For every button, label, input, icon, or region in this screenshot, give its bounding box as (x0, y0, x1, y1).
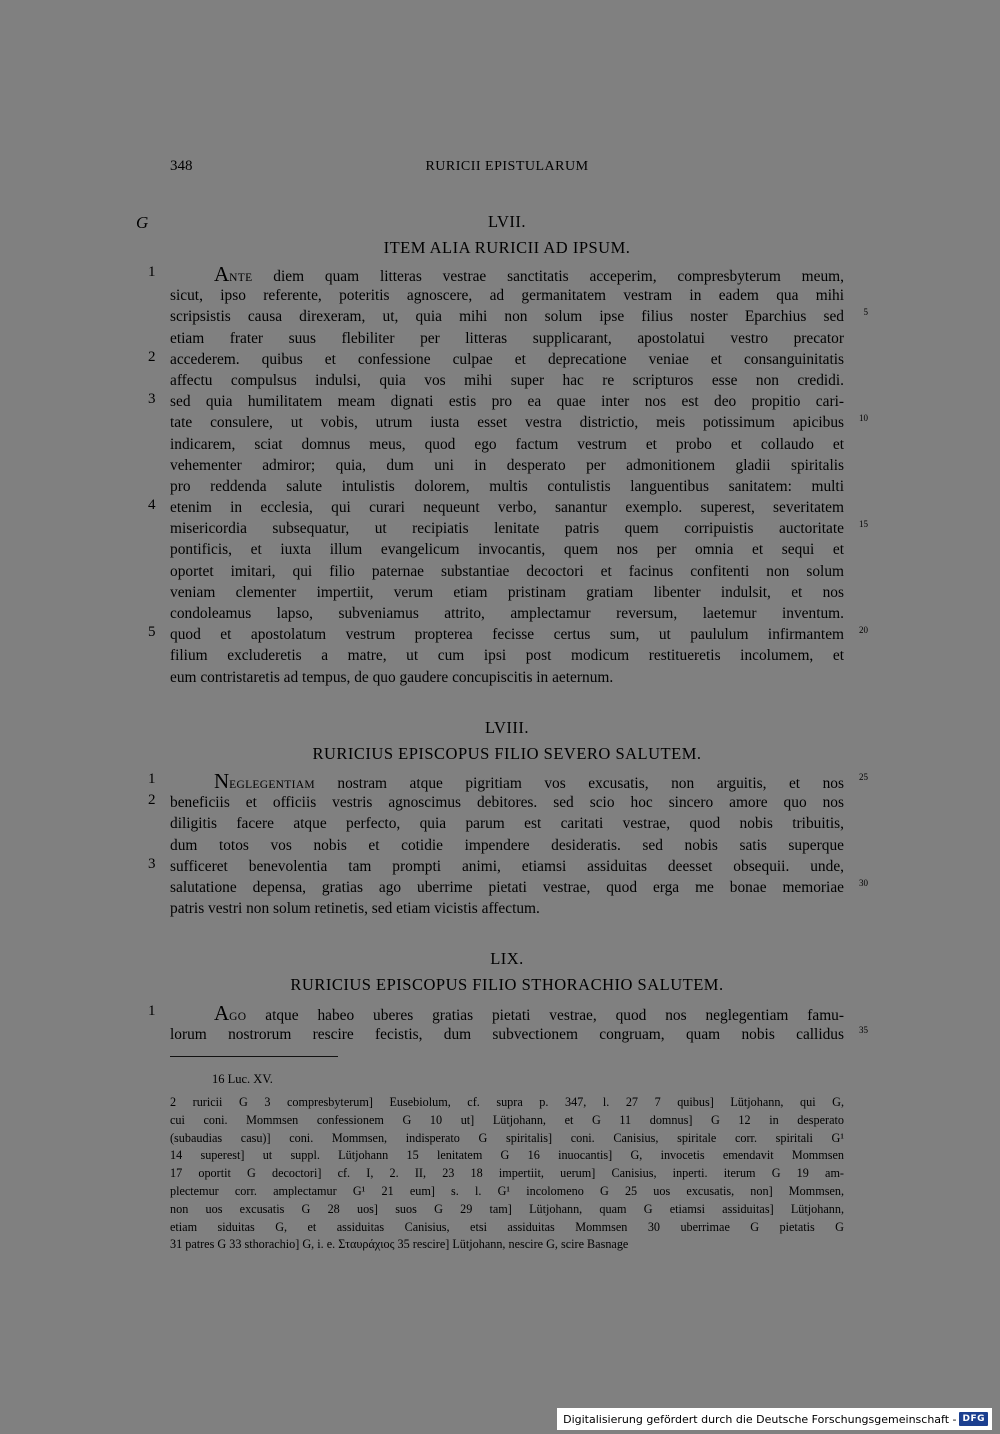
line-text: diligitis facere atque perfecto, quia parum est caritati vestrae, quod nobis tribuitis, (170, 815, 844, 833)
section-number: 5 (148, 624, 156, 641)
text-line (170, 561, 844, 582)
line-text: tate consulere, ut vobis, utrum iusta esset vestra districtio, meis potissimum apicibus (170, 414, 844, 432)
text-line (170, 455, 844, 476)
text-line (148, 262, 844, 286)
text-line (148, 497, 844, 518)
text-line (170, 603, 844, 624)
line-text: scripsistis causa direxeram, ut, quia mihi non solum ipse filius noster Eparchius sed (170, 308, 844, 326)
letter-title: ITEM ALIA RURICII AD IPSUM. (383, 238, 631, 257)
line-text: accederem. quibus et confessione culpae et deprecatione veniae et consanguinitatis (170, 350, 844, 368)
line-text: nostram atque pigritiam vos excusatis, non arguitis, et nos (314, 775, 844, 792)
text-line (148, 792, 844, 813)
footnote-rule (170, 1056, 338, 1057)
line-text: pro reddenda salute intulistis dolorem, multis contulistis languentibus sanitatem: multi (170, 477, 844, 495)
text-line (170, 898, 844, 919)
line-number: 5 (863, 307, 868, 318)
small-caps-word: EGLEGENTIAM (229, 779, 315, 791)
section-number: 4 (148, 497, 156, 514)
line-number: 30 (859, 877, 868, 888)
text-line (170, 306, 868, 327)
initial-capital: A (214, 1001, 230, 1025)
line-text: sed quia humilitatem meam dignati estis pro ea quae inter nos est deo propitio cari- (170, 393, 844, 411)
line-number: 20 (859, 625, 868, 636)
letter-title: RURICIUS EPISCOPUS FILIO STHORACHIO SALUTEM. (290, 975, 724, 994)
line-number: 15 (859, 519, 868, 530)
text-line (170, 370, 844, 391)
line-text: sicut, ipso referente, poteritis agnoscere, ad germanitatem vestram in eadem qua mihi (170, 287, 844, 305)
line-text: pontificis, et iuxta illum evangelicum invocantis, quem nos per omnia et sequi et (170, 541, 844, 559)
section-number: 3 (148, 391, 156, 408)
letter-title: RURICIUS EPISCOPUS FILIO SEVERO SALUTEM. (312, 744, 702, 763)
section-number: 2 (148, 792, 156, 809)
line-text: dum totos vos nobis et cotidie impendere desideratis. sed nobis satis superque (170, 836, 844, 854)
line-number: 10 (859, 413, 868, 424)
line-text: lorum nostrorum rescire fecistis, dum subvectionem congruam, quam nobis callidus (170, 1026, 844, 1044)
apparatus-line: 2 ruricii G 3 compresbyterum] Eusebiolum, cf. supra p. 347, l. 27 7 quibus] Lütjohann, qui G, (170, 1095, 844, 1109)
letter-body (148, 1001, 868, 1045)
line-text: sufficeret benevolentia tam prompti animi, etiamsi assiduitas deesset obsequii. unde, (170, 857, 844, 875)
apparatus-line: non uos excusatis G 28 uos] suos G 29 tam] Lütjohann, quam G etiamsi assiduitas] Lütjohann, (170, 1201, 844, 1216)
text-line (170, 582, 844, 603)
manuscript-siglum: G (136, 213, 149, 232)
text-line (148, 855, 844, 877)
letter-numeral: LIX. (490, 949, 524, 968)
text-line (170, 813, 844, 834)
text-line (170, 434, 844, 455)
line-text: quod et apostolatum vestrum propterea fecisse certus sum, ut paululum infirmantem (170, 626, 844, 644)
line-text: patris vestri non solum retinetis, sed etiam vicistis affectum. (170, 900, 540, 918)
text-line (170, 476, 844, 497)
initial-capital: A (214, 262, 230, 286)
text-line (170, 539, 844, 560)
text-line (148, 624, 868, 645)
dfg-logo: DFG (959, 1412, 988, 1426)
line-text: salutatione depensa, gratias ago uberrime pietati vestrae, quod erga me bonae memoriae (170, 878, 844, 896)
small-caps-word: NTE (229, 272, 253, 284)
line-text: indicarem, sciat domnus meus, quod ego factum vestrum et probo et collaudo et (170, 435, 844, 453)
text-line (170, 667, 844, 688)
text-line (170, 835, 844, 856)
line-number: 35 (859, 1025, 868, 1036)
biblical-note: 16 Luc. XV. (212, 1072, 273, 1086)
text-line (170, 285, 844, 306)
line-text: misericordia subsequatur, ut recipiatis lenitate patris quem corripuistis auctoritate (170, 520, 844, 538)
section-number: 1 (148, 1003, 156, 1019)
apparatus-line: (subaudias casu)] coni. Mommsen, indisperato G spiritalis] coni. Canisius, spiritale corr. spiritali G¹ (170, 1130, 844, 1145)
apparatus-line: etiam siduitas G, et assiduitas Canisius, etsi assiduitas Mommsen 30 uberrimae G pietatis G (170, 1219, 844, 1234)
line-text: oportet imitari, qui filio paternae substantiae decoctori et facinus confitenti non solum (170, 562, 844, 580)
text-line (170, 328, 844, 349)
line-text: veniam clementer impertiit, verum etiam pristinam gratiam libenter indulsit, et nos (170, 583, 844, 601)
small-caps-word: GO (229, 1011, 247, 1023)
text-line (170, 412, 868, 433)
apparatus-line: 31 patres G 33 sthorachio] G, i. e. Σταυράχιος 35 rescire] Lütjohann, nescire G, scire Basnage (170, 1237, 629, 1252)
page-number: 348 (170, 158, 193, 174)
line-number: 25 (859, 772, 868, 782)
section-number: 2 (148, 348, 156, 365)
section-number: 1 (148, 771, 156, 787)
apparatus-line: cui coni. Mommsen confessionem G 10 ut] Lütjohann, et G 11 domnus] G 12 in desperato (170, 1112, 844, 1127)
apparatus-line: plectemur corr. amplectamur G¹ 21 eum] s. l. G¹ incolomeno G 25 uos excusatis, non] Mommsen, (170, 1183, 844, 1198)
dfg-footer (557, 1408, 992, 1430)
line-text: etenim in ecclesia, qui curari nequeunt verbo, sanantur exemplo. superest, severitatem (170, 499, 844, 517)
text-line (170, 877, 868, 898)
text-line (148, 769, 868, 793)
page-header (170, 158, 844, 182)
line-text: atque habeo uberes gratias pietati vestrae, quod nos neglegentiam famu- (246, 1007, 844, 1024)
text-line (170, 645, 844, 666)
apparatus-line: 14 superest] ut suppl. Lütjohann 15 lenitatem G 16 inuocantis] G, invocetis emendavit Mommsen (170, 1148, 844, 1163)
line-text: filium excluderetis a matre, ut cum ipsi post modicum restitueretis incolumem, et (170, 647, 844, 665)
letter-numeral: LVIII. (484, 718, 530, 737)
running-title: RURICII EPISTULARUM (425, 159, 589, 174)
line-text: eum contristaretis ad tempus, de quo gaudere concupiscitis in aeternum. (170, 668, 614, 686)
line-text: diem quam litteras vestrae sanctitatis acceperim, compresbyterum meum, (252, 268, 844, 285)
line-text: vehementer admiror; quia, dum uni in desperato per admonitionem gladii spiritalis (170, 456, 844, 474)
footer-text: Digitalisierung gefördert durch die Deutsche Forschungsgemeinschaft - (563, 1412, 957, 1426)
text-line (148, 1001, 844, 1025)
letter-body (148, 262, 868, 688)
text-line (170, 1024, 868, 1045)
critical-apparatus (170, 1094, 844, 1254)
line-text: condoleamus lapso, subveniamus attrito, amplectamur reversum, laetemur inventum. (170, 605, 844, 622)
line-text: beneficiis et officiis vestris agnoscimus debitores. sed scio hoc sincero amore quo nos (170, 794, 844, 812)
letter-body (148, 769, 868, 919)
line-text: affectu compulsus indulsi, quia vos mihi super hac re scripturos esse non credidi. (170, 371, 844, 389)
section-number: 1 (148, 264, 156, 280)
apparatus-line: 17 oportit G decoctori] cf. I, 2. II, 23 18 impertiit, uerum] Canisius, inperti. iterum G 19 am- (170, 1166, 844, 1181)
text-line (148, 391, 844, 412)
letter-numeral: LVII. (487, 212, 527, 231)
section-number: 3 (148, 855, 156, 872)
line-text: etiam frater suus flebiliter per litteras supplicarant, apostolatui vestro precator (170, 329, 844, 347)
text-line (148, 348, 844, 370)
initial-capital: N (214, 769, 230, 793)
text-line (170, 518, 868, 539)
